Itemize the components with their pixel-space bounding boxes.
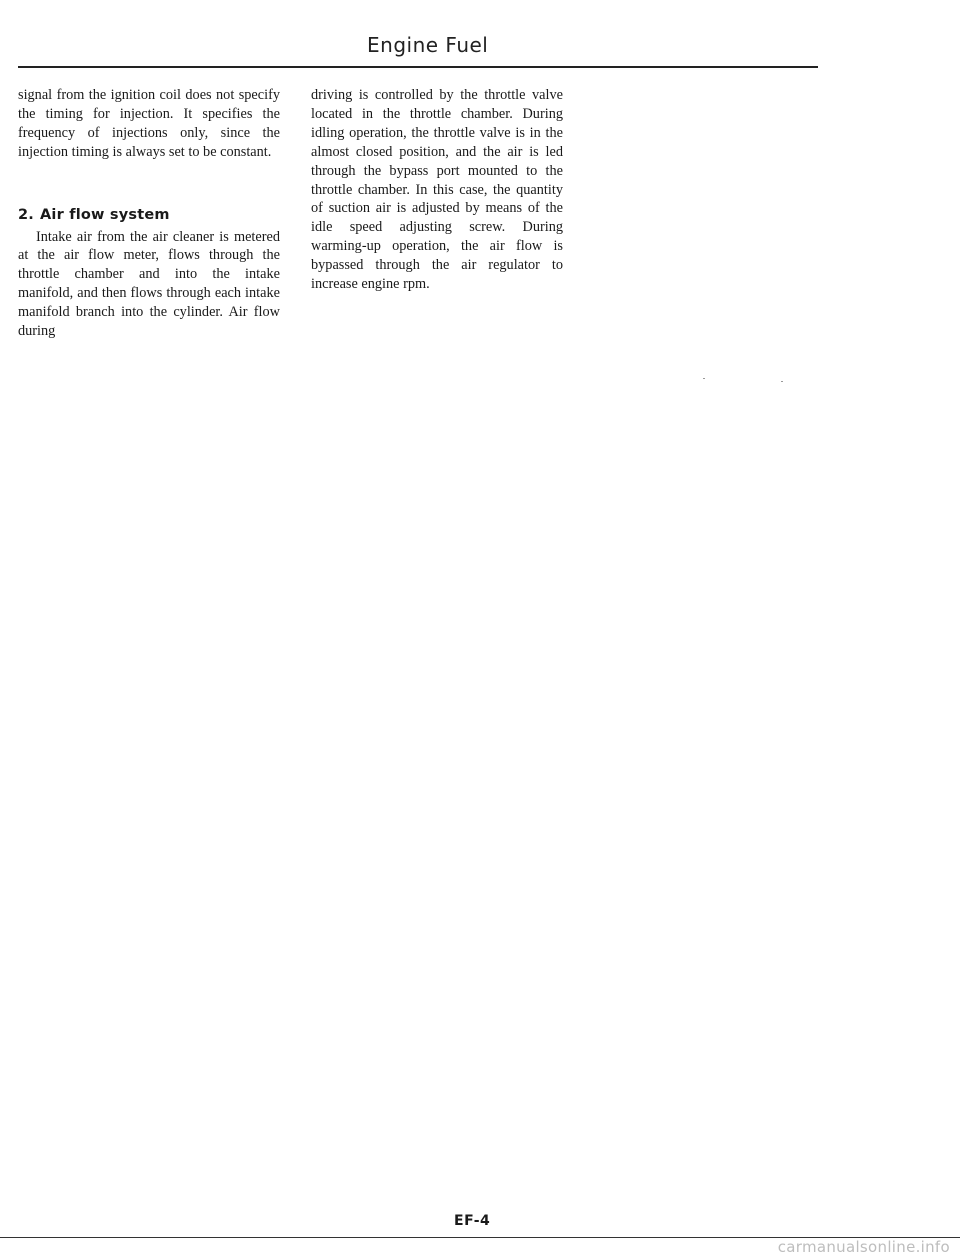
header-divider [18,66,818,68]
page-title: Engine Fuel [367,33,489,57]
watermark-link[interactable]: carmanualsonline.info [777,1238,950,1256]
left-column [18,86,280,341]
right-column [311,86,563,294]
continuation-paragraph: driving is controlled by the throttle valve located in the throttle chamber. During idling operation, the throttle valve is in the almost closed position, and the air is led through the bypass port mounted to the throttle chamber. In this case, the quantity of suction air is adjusted by means of the idle speed adjusting screw. During warming-up operation, the air flow is bypassed through the air regulator to increase engine rpm. [311,87,563,293]
section-title: Air flow system [40,206,170,223]
page-number: EF-4 [454,1213,491,1229]
page-header [0,30,960,72]
section-heading [18,206,280,225]
intro-paragraph: signal from the ignition coil does not specify the timing for injection. It specifies the frequency of injections only, since the injection timing is always set to be constant. [18,87,280,160]
section-paragraph: Intake air from the air cleaner is metered at the air flow meter, flows through the throttle chamber and into the intake manifold, and then flows through each intake manifold branch into the cylinder. Air flow during [18,228,280,340]
scan-speck [781,381,783,382]
section-number: 2. [18,206,34,223]
scan-speck [703,378,705,379]
